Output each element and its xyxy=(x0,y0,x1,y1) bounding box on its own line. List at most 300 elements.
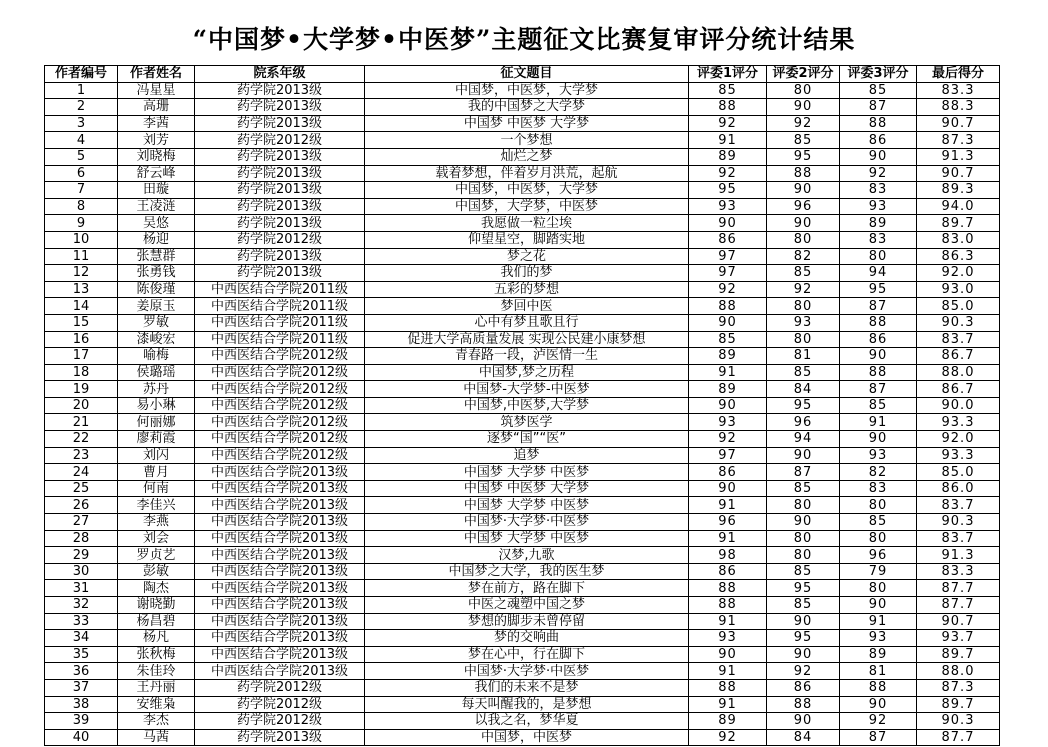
cell-essay-title: 青春路一段，泸医情一生 xyxy=(365,348,689,365)
table-row xyxy=(45,414,1000,431)
cell-author-name: 张秋梅 xyxy=(118,646,195,663)
cell-department: 中西医结合学院2012级 xyxy=(195,348,365,365)
cell-judge1: 97 xyxy=(689,447,767,464)
table-header-row xyxy=(45,66,1000,83)
cell-author-id: 39 xyxy=(45,713,118,730)
cell-essay-title: 梦回中医 xyxy=(365,298,689,315)
cell-final-score: 86.7 xyxy=(917,381,1000,398)
cell-final-score: 90.7 xyxy=(917,613,1000,630)
cell-judge3: 87 xyxy=(840,729,917,746)
cell-essay-title: 梦想的脚步未曾停留 xyxy=(365,613,689,630)
cell-department: 药学院2013级 xyxy=(195,729,365,746)
cell-essay-title: 中国梦 大学梦 中医梦 xyxy=(365,530,689,547)
cell-final-score: 94.0 xyxy=(917,198,1000,215)
cell-judge3: 86 xyxy=(840,132,917,149)
cell-department: 中西医结合学院2011级 xyxy=(195,281,365,298)
cell-essay-title: 以我之名，梦华夏 xyxy=(365,713,689,730)
score-table xyxy=(44,65,1000,746)
cell-final-score: 89.3 xyxy=(917,182,1000,199)
cell-judge1: 88 xyxy=(689,597,767,614)
header-final-score: 最后得分 xyxy=(917,66,1000,83)
cell-judge2: 85 xyxy=(767,563,840,580)
table-row xyxy=(45,231,1000,248)
cell-essay-title: 我们的未来不是梦 xyxy=(365,679,689,696)
cell-judge3: 96 xyxy=(840,547,917,564)
cell-judge3: 80 xyxy=(840,580,917,597)
cell-author-name: 易小琳 xyxy=(118,397,195,414)
cell-author-name: 罗敏 xyxy=(118,314,195,331)
cell-final-score: 85.0 xyxy=(917,298,1000,315)
cell-judge3: 89 xyxy=(840,215,917,232)
cell-judge2: 93 xyxy=(767,314,840,331)
cell-author-id: 22 xyxy=(45,431,118,448)
table-row xyxy=(45,331,1000,348)
header-judge2: 评委2评分 xyxy=(767,66,840,83)
cell-judge2: 90 xyxy=(767,613,840,630)
cell-judge2: 85 xyxy=(767,132,840,149)
cell-judge3: 89 xyxy=(840,646,917,663)
cell-author-name: 陶杰 xyxy=(118,580,195,597)
cell-author-name: 李佳兴 xyxy=(118,497,195,514)
cell-judge2: 80 xyxy=(767,530,840,547)
cell-department: 中西医结合学院2013级 xyxy=(195,464,365,481)
cell-final-score: 83.7 xyxy=(917,497,1000,514)
cell-department: 药学院2013级 xyxy=(195,248,365,265)
cell-author-id: 34 xyxy=(45,630,118,647)
cell-judge3: 90 xyxy=(840,597,917,614)
cell-judge1: 88 xyxy=(689,298,767,315)
cell-author-name: 曹月 xyxy=(118,464,195,481)
cell-author-name: 姜原玉 xyxy=(118,298,195,315)
cell-judge1: 93 xyxy=(689,414,767,431)
cell-essay-title: 仰望星空，脚踏实地 xyxy=(365,231,689,248)
table-row xyxy=(45,696,1000,713)
cell-judge1: 93 xyxy=(689,630,767,647)
cell-judge2: 90 xyxy=(767,514,840,531)
cell-judge3: 87 xyxy=(840,381,917,398)
cell-judge2: 80 xyxy=(767,298,840,315)
cell-department: 药学院2013级 xyxy=(195,165,365,182)
cell-judge2: 92 xyxy=(767,115,840,132)
table-row xyxy=(45,431,1000,448)
cell-judge1: 92 xyxy=(689,165,767,182)
cell-author-id: 19 xyxy=(45,381,118,398)
cell-author-id: 11 xyxy=(45,248,118,265)
cell-essay-title: 我愿做一粒尘埃 xyxy=(365,215,689,232)
cell-essay-title: 汉梦,九歌 xyxy=(365,547,689,564)
table-row xyxy=(45,248,1000,265)
cell-author-id: 38 xyxy=(45,696,118,713)
cell-judge3: 86 xyxy=(840,331,917,348)
cell-essay-title: 追梦 xyxy=(365,447,689,464)
cell-judge3: 90 xyxy=(840,148,917,165)
cell-judge1: 89 xyxy=(689,713,767,730)
cell-judge2: 82 xyxy=(767,248,840,265)
cell-judge1: 97 xyxy=(689,265,767,282)
cell-author-id: 14 xyxy=(45,298,118,315)
table-row xyxy=(45,663,1000,680)
cell-judge3: 93 xyxy=(840,630,917,647)
cell-judge2: 84 xyxy=(767,729,840,746)
table-row xyxy=(45,165,1000,182)
cell-essay-title: 每天叫醒我的，是梦想 xyxy=(365,696,689,713)
cell-final-score: 92.0 xyxy=(917,265,1000,282)
cell-author-name: 何南 xyxy=(118,480,195,497)
cell-author-id: 27 xyxy=(45,514,118,531)
cell-author-name: 田璇 xyxy=(118,182,195,199)
cell-final-score: 87.3 xyxy=(917,679,1000,696)
cell-author-id: 31 xyxy=(45,580,118,597)
cell-final-score: 83.7 xyxy=(917,530,1000,547)
cell-judge1: 88 xyxy=(689,99,767,116)
cell-author-id: 5 xyxy=(45,148,118,165)
cell-author-id: 8 xyxy=(45,198,118,215)
cell-author-id: 18 xyxy=(45,364,118,381)
cell-author-name: 舒云峰 xyxy=(118,165,195,182)
cell-author-name: 侯璐瑶 xyxy=(118,364,195,381)
cell-department: 中西医结合学院2013级 xyxy=(195,480,365,497)
cell-judge2: 81 xyxy=(767,348,840,365)
cell-judge1: 91 xyxy=(689,663,767,680)
cell-judge3: 93 xyxy=(840,447,917,464)
table-row xyxy=(45,597,1000,614)
cell-judge3: 88 xyxy=(840,115,917,132)
table-row xyxy=(45,464,1000,481)
cell-judge3: 80 xyxy=(840,530,917,547)
cell-final-score: 91.3 xyxy=(917,148,1000,165)
cell-judge3: 83 xyxy=(840,480,917,497)
cell-judge1: 91 xyxy=(689,613,767,630)
cell-author-name: 苏丹 xyxy=(118,381,195,398)
cell-department: 药学院2013级 xyxy=(195,182,365,199)
cell-final-score: 86.3 xyxy=(917,248,1000,265)
cell-final-score: 90.7 xyxy=(917,165,1000,182)
cell-judge1: 89 xyxy=(689,381,767,398)
table-row xyxy=(45,397,1000,414)
cell-author-name: 刘芳 xyxy=(118,132,195,149)
cell-department: 中西医结合学院2013级 xyxy=(195,580,365,597)
cell-final-score: 93.3 xyxy=(917,414,1000,431)
table-row xyxy=(45,82,1000,99)
cell-judge2: 90 xyxy=(767,215,840,232)
table-row xyxy=(45,630,1000,647)
cell-department: 药学院2012级 xyxy=(195,231,365,248)
cell-department: 药学院2013级 xyxy=(195,265,365,282)
cell-judge1: 90 xyxy=(689,314,767,331)
cell-department: 中西医结合学院2013级 xyxy=(195,563,365,580)
cell-judge1: 85 xyxy=(689,331,767,348)
table-row xyxy=(45,115,1000,132)
cell-essay-title: 中国梦 大学梦 中医梦 xyxy=(365,464,689,481)
cell-essay-title: 中国梦,中医梦,大学梦 xyxy=(365,397,689,414)
cell-author-id: 30 xyxy=(45,563,118,580)
cell-judge1: 85 xyxy=(689,82,767,99)
header-department: 院系年级 xyxy=(195,66,365,83)
cell-final-score: 90.3 xyxy=(917,314,1000,331)
cell-final-score: 87.7 xyxy=(917,729,1000,746)
cell-judge1: 91 xyxy=(689,364,767,381)
table-row xyxy=(45,314,1000,331)
cell-author-id: 9 xyxy=(45,215,118,232)
cell-judge3: 80 xyxy=(840,248,917,265)
cell-final-score: 93.7 xyxy=(917,630,1000,647)
cell-author-id: 33 xyxy=(45,613,118,630)
cell-author-id: 17 xyxy=(45,348,118,365)
cell-department: 药学院2012级 xyxy=(195,132,365,149)
cell-author-id: 21 xyxy=(45,414,118,431)
cell-final-score: 85.0 xyxy=(917,464,1000,481)
cell-author-name: 何丽娜 xyxy=(118,414,195,431)
table-row xyxy=(45,547,1000,564)
cell-author-id: 28 xyxy=(45,530,118,547)
cell-judge1: 97 xyxy=(689,248,767,265)
table-row xyxy=(45,563,1000,580)
cell-author-name: 陈俊瑾 xyxy=(118,281,195,298)
cell-author-name: 张勇钱 xyxy=(118,265,195,282)
cell-essay-title: 中国梦,梦之历程 xyxy=(365,364,689,381)
cell-final-score: 87.7 xyxy=(917,580,1000,597)
cell-department: 中西医结合学院2013级 xyxy=(195,497,365,514)
cell-author-id: 20 xyxy=(45,397,118,414)
cell-judge2: 86 xyxy=(767,679,840,696)
cell-essay-title: 梦之花 xyxy=(365,248,689,265)
table-row xyxy=(45,298,1000,315)
cell-judge2: 90 xyxy=(767,646,840,663)
cell-judge1: 86 xyxy=(689,563,767,580)
cell-department: 中西医结合学院2013级 xyxy=(195,530,365,547)
header-author-name: 作者姓名 xyxy=(118,66,195,83)
table-row xyxy=(45,447,1000,464)
header-author-id: 作者编号 xyxy=(45,66,118,83)
cell-final-score: 91.3 xyxy=(917,547,1000,564)
cell-author-id: 29 xyxy=(45,547,118,564)
cell-department: 中西医结合学院2013级 xyxy=(195,613,365,630)
cell-judge3: 87 xyxy=(840,298,917,315)
cell-judge1: 88 xyxy=(689,580,767,597)
cell-author-name: 安维枭 xyxy=(118,696,195,713)
cell-judge1: 95 xyxy=(689,182,767,199)
cell-judge1: 91 xyxy=(689,530,767,547)
cell-department: 中西医结合学院2012级 xyxy=(195,364,365,381)
cell-author-id: 1 xyxy=(45,82,118,99)
cell-judge2: 90 xyxy=(767,447,840,464)
cell-judge1: 92 xyxy=(689,431,767,448)
cell-department: 中西医结合学院2011级 xyxy=(195,314,365,331)
cell-author-name: 漆峻宏 xyxy=(118,331,195,348)
cell-essay-title: 中国梦，中医梦，大学梦 xyxy=(365,82,689,99)
cell-author-id: 24 xyxy=(45,464,118,481)
cell-department: 药学院2012级 xyxy=(195,696,365,713)
cell-judge3: 90 xyxy=(840,431,917,448)
cell-essay-title: 中国梦-大学梦-中医梦 xyxy=(365,381,689,398)
header-judge1: 评委1评分 xyxy=(689,66,767,83)
cell-judge2: 85 xyxy=(767,265,840,282)
cell-essay-title: 我们的梦 xyxy=(365,265,689,282)
cell-essay-title: 中国梦，中医梦 xyxy=(365,729,689,746)
cell-judge1: 91 xyxy=(689,497,767,514)
cell-judge3: 92 xyxy=(840,713,917,730)
cell-judge2: 90 xyxy=(767,713,840,730)
table-row xyxy=(45,132,1000,149)
cell-judge3: 87 xyxy=(840,99,917,116)
cell-department: 药学院2013级 xyxy=(195,82,365,99)
cell-essay-title: 中国梦，中医梦，大学梦 xyxy=(365,182,689,199)
cell-department: 中西医结合学院2013级 xyxy=(195,597,365,614)
cell-final-score: 87.3 xyxy=(917,132,1000,149)
cell-department: 中西医结合学院2013级 xyxy=(195,630,365,647)
cell-author-name: 杨昌碧 xyxy=(118,613,195,630)
cell-author-id: 36 xyxy=(45,663,118,680)
cell-final-score: 90.0 xyxy=(917,397,1000,414)
cell-judge1: 88 xyxy=(689,679,767,696)
cell-judge2: 96 xyxy=(767,414,840,431)
table-row xyxy=(45,480,1000,497)
page-title: “中国梦•大学梦•中医梦”主题征文比赛复审评分统计结果 xyxy=(192,25,856,54)
cell-author-name: 朱佳玲 xyxy=(118,663,195,680)
table-row xyxy=(45,381,1000,398)
cell-judge3: 83 xyxy=(840,231,917,248)
cell-judge2: 95 xyxy=(767,397,840,414)
cell-essay-title: 心中有梦且歌且行 xyxy=(365,314,689,331)
cell-judge1: 93 xyxy=(689,198,767,215)
cell-judge2: 80 xyxy=(767,547,840,564)
cell-author-name: 罗贞艺 xyxy=(118,547,195,564)
cell-final-score: 89.7 xyxy=(917,215,1000,232)
header-essay-title: 征文题目 xyxy=(365,66,689,83)
cell-judge2: 87 xyxy=(767,464,840,481)
table-row xyxy=(45,713,1000,730)
cell-essay-title: 中国梦·大学梦·中医梦 xyxy=(365,514,689,531)
cell-author-name: 廖莉霞 xyxy=(118,431,195,448)
cell-judge3: 93 xyxy=(840,198,917,215)
cell-essay-title: 灿烂之梦 xyxy=(365,148,689,165)
cell-judge2: 85 xyxy=(767,597,840,614)
cell-essay-title: 中国梦 中医梦 大学梦 xyxy=(365,480,689,497)
cell-essay-title: 中国梦 中医梦 大学梦 xyxy=(365,115,689,132)
cell-judge2: 88 xyxy=(767,165,840,182)
cell-department: 中西医结合学院2013级 xyxy=(195,514,365,531)
cell-judge2: 85 xyxy=(767,364,840,381)
cell-department: 药学院2013级 xyxy=(195,115,365,132)
cell-author-id: 3 xyxy=(45,115,118,132)
cell-author-id: 13 xyxy=(45,281,118,298)
cell-judge3: 85 xyxy=(840,514,917,531)
cell-author-name: 刘闪 xyxy=(118,447,195,464)
cell-judge2: 95 xyxy=(767,630,840,647)
cell-department: 中西医结合学院2012级 xyxy=(195,431,365,448)
cell-essay-title: 中国梦之大学，我的医生梦 xyxy=(365,563,689,580)
cell-author-id: 25 xyxy=(45,480,118,497)
cell-judge3: 85 xyxy=(840,82,917,99)
header-judge3: 评委3评分 xyxy=(840,66,917,83)
cell-judge3: 94 xyxy=(840,265,917,282)
cell-department: 药学院2013级 xyxy=(195,148,365,165)
cell-final-score: 83.3 xyxy=(917,82,1000,99)
cell-judge3: 88 xyxy=(840,314,917,331)
cell-author-name: 杨迎 xyxy=(118,231,195,248)
cell-final-score: 90.3 xyxy=(917,514,1000,531)
cell-judge1: 86 xyxy=(689,231,767,248)
cell-author-name: 王丹丽 xyxy=(118,679,195,696)
cell-author-name: 刘会 xyxy=(118,530,195,547)
cell-final-score: 89.7 xyxy=(917,646,1000,663)
cell-department: 中西医结合学院2011级 xyxy=(195,331,365,348)
cell-judge2: 80 xyxy=(767,82,840,99)
table-row xyxy=(45,679,1000,696)
table-row xyxy=(45,580,1000,597)
cell-author-id: 10 xyxy=(45,231,118,248)
cell-judge3: 91 xyxy=(840,613,917,630)
cell-judge2: 80 xyxy=(767,231,840,248)
cell-final-score: 88.3 xyxy=(917,99,1000,116)
table-row xyxy=(45,99,1000,116)
cell-author-name: 李杰 xyxy=(118,713,195,730)
cell-author-name: 李燕 xyxy=(118,514,195,531)
cell-author-id: 2 xyxy=(45,99,118,116)
cell-final-score: 83.7 xyxy=(917,331,1000,348)
cell-final-score: 88.0 xyxy=(917,364,1000,381)
cell-author-name: 李茜 xyxy=(118,115,195,132)
cell-department: 药学院2012级 xyxy=(195,713,365,730)
cell-judge3: 90 xyxy=(840,696,917,713)
cell-department: 中西医结合学院2012级 xyxy=(195,397,365,414)
cell-judge1: 90 xyxy=(689,215,767,232)
cell-department: 药学院2013级 xyxy=(195,198,365,215)
cell-author-name: 冯星星 xyxy=(118,82,195,99)
cell-department: 中西医结合学院2011级 xyxy=(195,298,365,315)
cell-essay-title: 我的中国梦之大学梦 xyxy=(365,99,689,116)
cell-judge2: 92 xyxy=(767,281,840,298)
table-row xyxy=(45,215,1000,232)
cell-essay-title: 筑梦医学 xyxy=(365,414,689,431)
cell-judge3: 90 xyxy=(840,348,917,365)
cell-judge1: 90 xyxy=(689,646,767,663)
table-row xyxy=(45,514,1000,531)
cell-judge3: 81 xyxy=(840,663,917,680)
cell-judge3: 79 xyxy=(840,563,917,580)
cell-department: 中西医结合学院2012级 xyxy=(195,414,365,431)
cell-final-score: 93.0 xyxy=(917,281,1000,298)
cell-author-id: 15 xyxy=(45,314,118,331)
table-row xyxy=(45,265,1000,282)
cell-judge2: 85 xyxy=(767,480,840,497)
cell-department: 中西医结合学院2012级 xyxy=(195,381,365,398)
cell-essay-title: 一个梦想 xyxy=(365,132,689,149)
cell-final-score: 89.7 xyxy=(917,696,1000,713)
cell-author-id: 4 xyxy=(45,132,118,149)
cell-author-name: 张慧群 xyxy=(118,248,195,265)
cell-author-name: 王凌涟 xyxy=(118,198,195,215)
cell-judge1: 90 xyxy=(689,480,767,497)
cell-author-name: 刘晓梅 xyxy=(118,148,195,165)
cell-author-id: 35 xyxy=(45,646,118,663)
cell-author-id: 12 xyxy=(45,265,118,282)
cell-final-score: 83.3 xyxy=(917,563,1000,580)
cell-essay-title: 中国梦，大学梦，中医梦 xyxy=(365,198,689,215)
cell-judge3: 91 xyxy=(840,414,917,431)
cell-final-score: 88.0 xyxy=(917,663,1000,680)
cell-essay-title: 中国梦·大学梦·中医梦 xyxy=(365,663,689,680)
cell-judge3: 85 xyxy=(840,397,917,414)
table-row xyxy=(45,530,1000,547)
cell-author-id: 7 xyxy=(45,182,118,199)
cell-author-id: 40 xyxy=(45,729,118,746)
table-row xyxy=(45,281,1000,298)
table-row xyxy=(45,646,1000,663)
cell-author-name: 吴悠 xyxy=(118,215,195,232)
cell-author-id: 32 xyxy=(45,597,118,614)
cell-essay-title: 逐梦“国”“医” xyxy=(365,431,689,448)
